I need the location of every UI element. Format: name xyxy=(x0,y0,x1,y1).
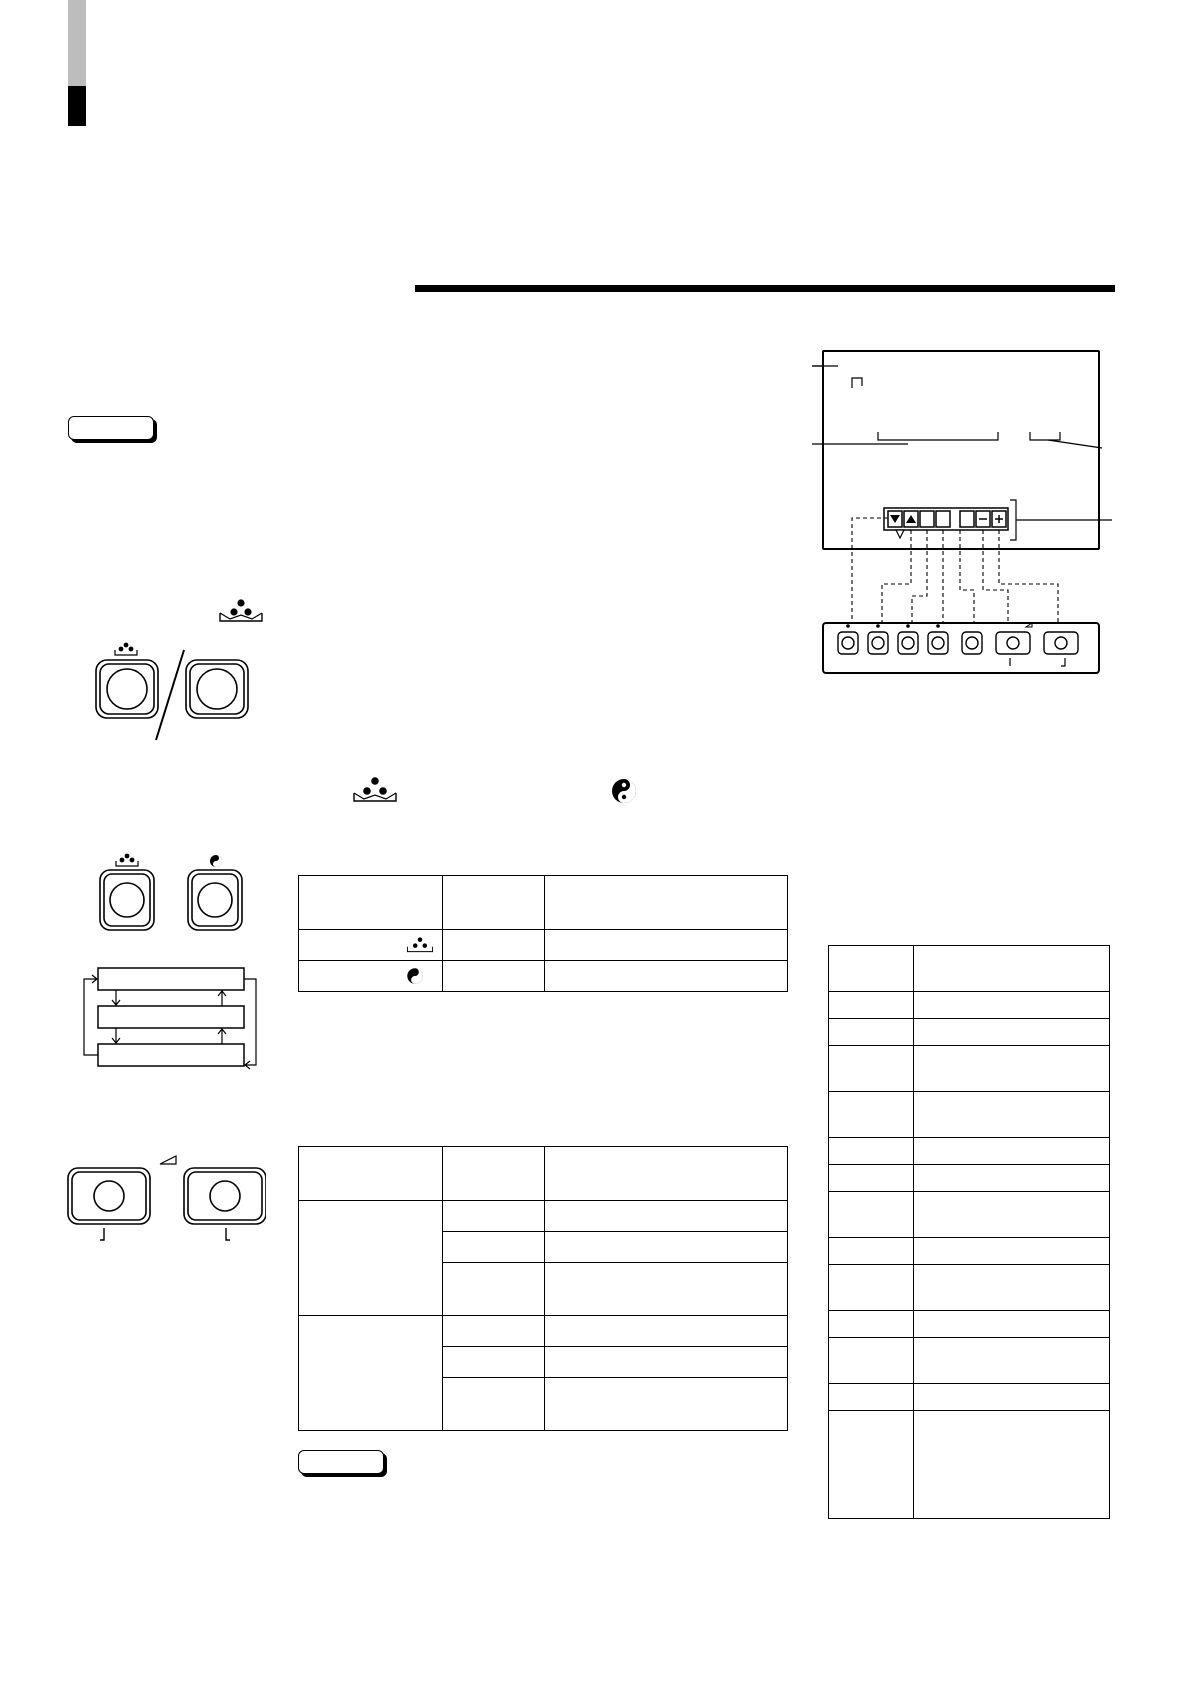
beam-icon xyxy=(406,936,434,954)
note-label xyxy=(68,416,154,440)
table-cell xyxy=(545,1232,788,1263)
table-cell xyxy=(545,1378,788,1431)
table-row xyxy=(829,1265,1110,1311)
table-row xyxy=(829,1019,1110,1046)
table-cell xyxy=(545,1316,788,1347)
table-row xyxy=(299,1316,788,1347)
table-cell xyxy=(443,1316,545,1347)
table-row xyxy=(829,1138,1110,1165)
header-cell xyxy=(443,876,545,930)
title-rule xyxy=(415,285,1115,292)
header-cell xyxy=(829,946,914,992)
table-row xyxy=(299,930,788,961)
table-cell xyxy=(299,930,443,961)
table-header-row xyxy=(299,1147,788,1201)
table-cell xyxy=(443,1263,545,1316)
beam-icon xyxy=(218,597,264,625)
header-cell xyxy=(299,876,443,930)
table-row xyxy=(829,1165,1110,1192)
header-cell xyxy=(545,1147,788,1201)
note-label-2 xyxy=(298,1450,384,1474)
table-header-row xyxy=(299,876,788,930)
mode-cycle-diagram xyxy=(78,960,264,1076)
section-tab-marker xyxy=(68,86,86,126)
table-cell xyxy=(299,961,443,992)
table-row xyxy=(829,992,1110,1019)
header-cell xyxy=(914,946,1110,992)
section-tab-top xyxy=(68,0,86,86)
table-cell xyxy=(443,930,545,961)
table-cell xyxy=(443,1201,545,1232)
group-label-cell xyxy=(299,1316,443,1431)
beam-icon-inline xyxy=(352,775,398,805)
table-row xyxy=(829,1238,1110,1265)
table-row xyxy=(829,1384,1110,1411)
table-row xyxy=(299,1201,788,1232)
control-strip-buttons xyxy=(822,618,1096,678)
table-header-row xyxy=(829,946,1110,992)
header-cell xyxy=(299,1147,443,1201)
table-cell xyxy=(545,1263,788,1316)
right-table xyxy=(828,945,1110,1519)
table-row xyxy=(829,1311,1110,1338)
table-cell xyxy=(545,1201,788,1232)
contrast-icon xyxy=(406,967,424,985)
contrast-icon-inline xyxy=(610,777,638,805)
volume-triangle-icon xyxy=(160,1156,176,1164)
table-cell xyxy=(443,1378,545,1431)
table-row xyxy=(829,1092,1110,1138)
beam-contrast-buttons xyxy=(98,852,258,934)
volume-buttons xyxy=(66,1150,266,1246)
table-cell xyxy=(443,961,545,992)
table-row xyxy=(829,1411,1110,1519)
table-cell xyxy=(545,1347,788,1378)
group-label-cell xyxy=(299,1201,443,1316)
table-row xyxy=(829,1046,1110,1092)
crown-icon-2 xyxy=(116,854,138,866)
table-cell xyxy=(545,930,788,961)
table-row xyxy=(829,1338,1110,1384)
contrast-icon-small xyxy=(210,855,222,867)
volume-table xyxy=(298,1146,788,1431)
table-row xyxy=(299,961,788,992)
mode-table xyxy=(298,875,788,992)
table-cell xyxy=(443,1347,545,1378)
table-cell xyxy=(545,961,788,992)
header-cell xyxy=(545,876,788,930)
mode-button-pair xyxy=(90,640,270,744)
crown-icon xyxy=(115,643,137,655)
header-cell xyxy=(443,1147,545,1201)
table-row xyxy=(829,1192,1110,1238)
table-cell xyxy=(443,1232,545,1263)
